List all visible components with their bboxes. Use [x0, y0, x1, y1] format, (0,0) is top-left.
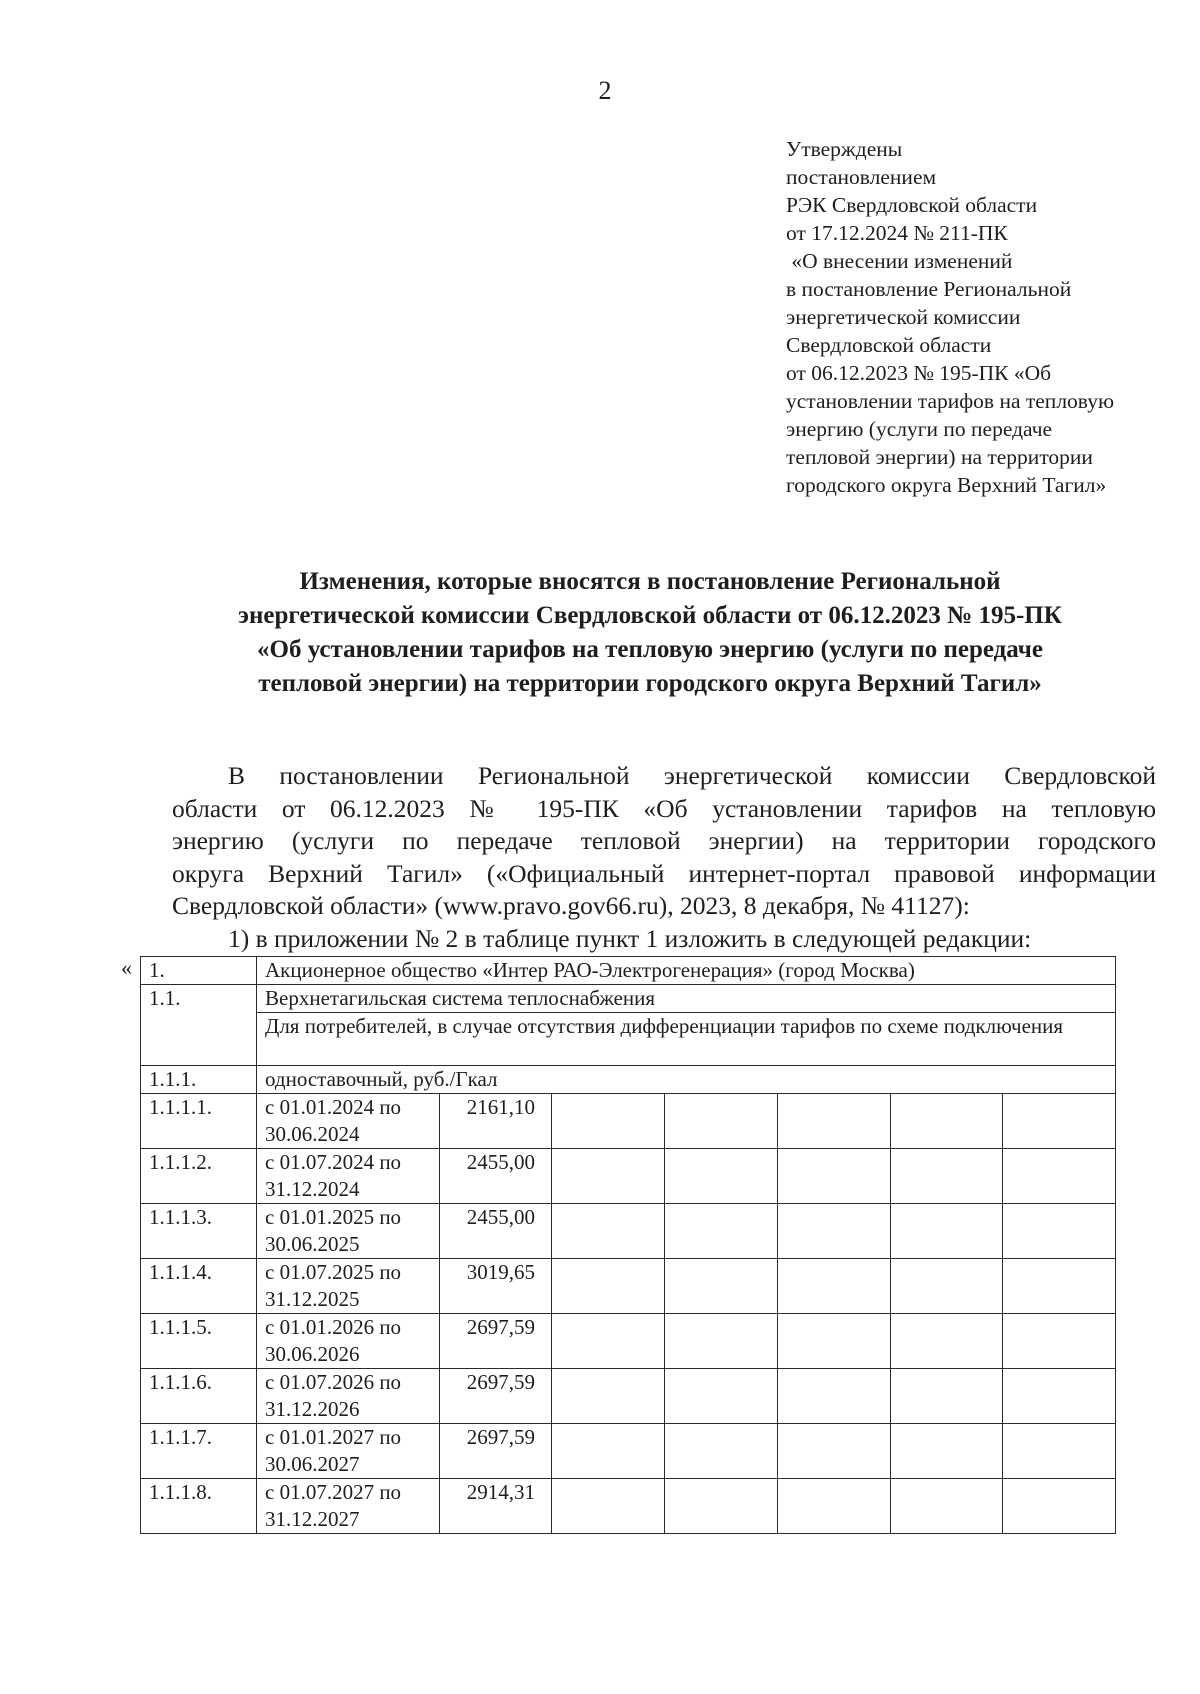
empty-cell	[778, 1094, 891, 1149]
empty-cell	[891, 1314, 1003, 1369]
opening-quote-mark: «	[121, 955, 132, 980]
empty-cell	[665, 1479, 778, 1534]
row-number: 1.1.1.2.	[141, 1149, 257, 1204]
period-cell: с 01.07.2024 по 31.12.2024	[257, 1149, 440, 1204]
table-row	[141, 1314, 1116, 1369]
table-row	[141, 1204, 1116, 1259]
period-cell: с 01.07.2026 по 31.12.2026	[257, 1369, 440, 1424]
empty-cell	[665, 1369, 778, 1424]
empty-cell	[665, 1204, 778, 1259]
row-number: 1.1.1.	[141, 1066, 257, 1094]
empty-cell	[891, 1259, 1003, 1314]
table-row	[141, 1149, 1116, 1204]
instruction-text: 1) в приложении № 2 в таблице пункт 1 изложить в следующей редакции:	[228, 924, 1032, 953]
empty-cell	[891, 1479, 1003, 1534]
body-line: энергию (услуги по передаче тепловой энергии) на территории городского	[172, 826, 1156, 855]
empty-cell	[665, 1424, 778, 1479]
table-row	[141, 1479, 1116, 1534]
approval-line: энергию (услуги по передаче	[786, 417, 1053, 441]
empty-cell	[1003, 1369, 1116, 1424]
tariff-value: 2697,59	[440, 1369, 552, 1424]
empty-cell	[665, 1149, 778, 1204]
empty-cell	[778, 1369, 891, 1424]
approval-line: тепловой энергии) на территории	[786, 445, 1093, 469]
table-row	[141, 1424, 1116, 1479]
approval-line: от 17.12.2024 № 211-ПК	[786, 221, 1008, 245]
empty-cell	[552, 1094, 665, 1149]
approval-line: «О внесении изменений	[786, 249, 1013, 273]
heat-system-name: Верхнетагильская система теплоснабжения	[257, 985, 1116, 1013]
period-cell: с 01.07.2027 по 31.12.2027	[257, 1479, 440, 1534]
empty-cell	[778, 1424, 891, 1479]
approval-line: Утверждены	[786, 137, 903, 161]
empty-cell	[778, 1149, 891, 1204]
title-line: тепловой энергии) на территории городского округа Верхний Тагил»	[258, 670, 1042, 697]
page-number: 2	[598, 76, 612, 105]
tariff-type: одноставочный, руб./Гкал	[257, 1066, 1116, 1094]
body-line: Свердловской области» (www.pravo.gov66.ru), 2023, 8 декабря, № 41127):	[172, 891, 970, 920]
period-cell: с 01.07.2025 по 31.12.2025	[257, 1259, 440, 1314]
empty-cell	[552, 1259, 665, 1314]
row-number: 1.1.1.6.	[141, 1369, 257, 1424]
approval-line: энергетической комиссии	[786, 305, 1021, 329]
table-row	[141, 1066, 1116, 1094]
body-paragraph	[172, 760, 1156, 923]
period-cell: с 01.01.2027 по 30.06.2027	[257, 1424, 440, 1479]
tariff-value: 2161,10	[440, 1094, 552, 1149]
approval-block	[786, 135, 1166, 499]
row-number: 1.1.1.4.	[141, 1259, 257, 1314]
table-row	[141, 957, 1116, 985]
empty-cell	[891, 1204, 1003, 1259]
period-cell: с 01.01.2024 по 30.06.2024	[257, 1094, 440, 1149]
empty-cell	[665, 1094, 778, 1149]
body-line: В постановлении Региональной энергетической комиссии Свердловской	[228, 761, 1156, 790]
empty-cell	[778, 1479, 891, 1534]
tariff-value: 2455,00	[440, 1204, 552, 1259]
empty-cell	[778, 1204, 891, 1259]
period-cell: с 01.01.2025 по 30.06.2025	[257, 1204, 440, 1259]
empty-cell	[891, 1149, 1003, 1204]
approval-line: установлении тарифов на тепловую	[786, 389, 1115, 413]
approval-line: Свердловской области	[786, 333, 992, 357]
empty-cell	[1003, 1424, 1116, 1479]
empty-cell	[1003, 1149, 1116, 1204]
approval-line: постановлением	[786, 165, 937, 189]
body-line: округа Верхний Тагил» («Официальный интернет-портал правовой информации	[172, 858, 1156, 888]
table-row	[141, 1094, 1116, 1149]
document-title	[150, 565, 1150, 701]
empty-cell	[1003, 1204, 1116, 1259]
tariff-value: 2455,00	[440, 1149, 552, 1204]
empty-cell	[1003, 1314, 1116, 1369]
table-row	[141, 1369, 1116, 1424]
empty-cell	[665, 1259, 778, 1314]
tariff-value: 2697,59	[440, 1314, 552, 1369]
title-line: «Об установлении тарифов на тепловую энергию (услуги по передаче	[257, 636, 1043, 663]
row-number: 1.1.	[141, 985, 257, 1066]
empty-cell	[778, 1314, 891, 1369]
tariff-table	[140, 956, 1116, 1534]
table-row	[141, 1013, 1116, 1066]
title-line: Изменения, которые вносятся в постановление Региональной	[299, 568, 1001, 595]
empty-cell	[1003, 1259, 1116, 1314]
empty-cell	[891, 1424, 1003, 1479]
organization-name: Акционерное общество «Интер РАО-Электрогенерация» (город Москва)	[257, 957, 1116, 985]
title-line: энергетической комиссии Свердловской области от 06.12.2023 № 195-ПК	[238, 602, 1062, 629]
body-line: области от 06.12.2023 № 195-ПК «Об установлении тарифов на тепловую	[172, 793, 1156, 823]
row-number: 1.1.1.3.	[141, 1204, 257, 1259]
empty-cell	[552, 1479, 665, 1534]
tariff-value: 2697,59	[440, 1424, 552, 1479]
consumer-category: Для потребителей, в случае отсутствия дифференциации тарифов по схеме подключения	[257, 1013, 1116, 1066]
empty-cell	[552, 1149, 665, 1204]
table-row	[141, 1259, 1116, 1314]
row-number: 1.1.1.1.	[141, 1094, 257, 1149]
empty-cell	[665, 1314, 778, 1369]
approval-line: РЭК Свердловской области	[786, 193, 1038, 217]
row-number: 1.1.1.5.	[141, 1314, 257, 1369]
tariff-value: 2914,31	[440, 1479, 552, 1534]
approval-line: от 06.12.2023 № 195-ПК «Об	[786, 361, 1052, 385]
empty-cell	[778, 1259, 891, 1314]
empty-cell	[891, 1094, 1003, 1149]
period-cell: с 01.01.2026 по 30.06.2026	[257, 1314, 440, 1369]
row-number: 1.1.1.8.	[141, 1479, 257, 1534]
empty-cell	[552, 1204, 665, 1259]
table-row	[141, 985, 1116, 1013]
empty-cell	[552, 1424, 665, 1479]
tariff-value: 3019,65	[440, 1259, 552, 1314]
empty-cell	[1003, 1479, 1116, 1534]
empty-cell	[1003, 1094, 1116, 1149]
empty-cell	[891, 1369, 1003, 1424]
row-number: 1.	[141, 957, 257, 985]
row-number: 1.1.1.7.	[141, 1424, 257, 1479]
empty-cell	[552, 1314, 665, 1369]
approval-line: городского округа Верхний Тагил»	[786, 473, 1107, 497]
approval-line: в постановление Региональной	[786, 277, 1072, 301]
empty-cell	[552, 1369, 665, 1424]
